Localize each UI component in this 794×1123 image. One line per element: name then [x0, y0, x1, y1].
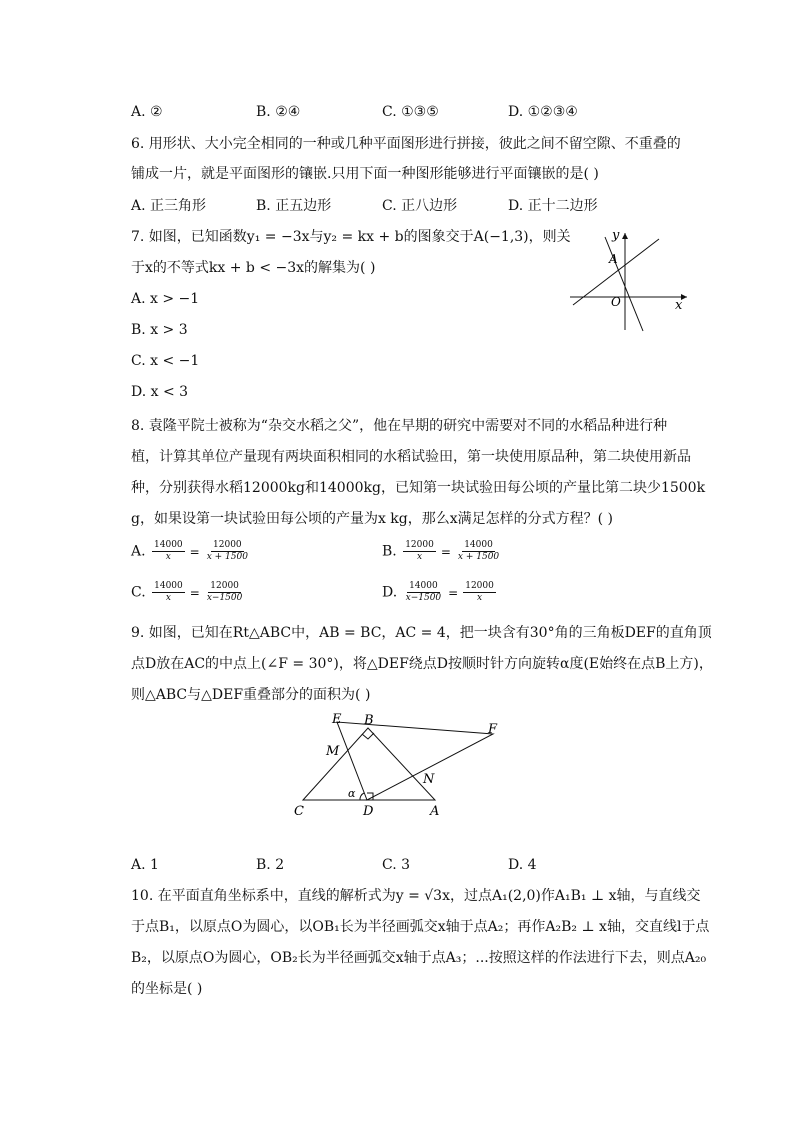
q7-option-c[interactable]: C. x < −1 — [131, 353, 200, 369]
q6-option-b[interactable]: B. 正五边形 — [256, 198, 332, 214]
rhs-fraction — [456, 540, 501, 563]
q8-option-c[interactable] — [131, 581, 246, 604]
denominator: x + 1500 — [457, 552, 500, 562]
point-a-label: A — [609, 252, 618, 266]
q9-text-line3: 则△ABC与△DEF重叠部分的面积为( ) — [131, 687, 371, 703]
origin-label: O — [611, 295, 621, 309]
alpha-arc — [360, 793, 364, 800]
lhs-fraction — [152, 540, 185, 563]
label-b: B — [364, 713, 374, 728]
right-angle-b — [362, 733, 374, 739]
q9-option-d[interactable]: D. 4 — [508, 857, 537, 873]
numerator: 14000 — [464, 540, 493, 550]
q8-text-line2: 植，计算其单位产量现有两块面积相同的水稻试验田，第一块使用原品种，第二块使用新品 — [131, 449, 691, 465]
lhs-fraction — [403, 540, 436, 563]
q9-triangle-figure — [280, 705, 520, 825]
rhs-fraction — [463, 581, 496, 604]
q10-text-line2: 于点B₁，以原点O为圆心，以OB₁长为半径画弧交x轴于点A₂；再作A₂B₂ ⊥ x轴，交直线l于点 — [131, 919, 710, 935]
label-n: N — [423, 772, 435, 787]
denominator: x + 1500 — [206, 552, 248, 562]
q8-option-d[interactable] — [382, 581, 498, 604]
q10-text-line3: B₂，以原点O为圆心，OB₂长为半径画弧交x轴于点A₃；...按照这样的作法进行下去，则点A₂₀ — [131, 950, 707, 966]
q9-option-a[interactable]: A. 1 — [131, 857, 159, 873]
denominator: x — [165, 593, 171, 603]
denominator: x — [416, 552, 423, 562]
numerator: 14000 — [154, 581, 183, 591]
numerator: 12000 — [405, 540, 434, 550]
q7-function-graph — [565, 225, 695, 335]
label-m: M — [326, 744, 340, 759]
numerator: 14000 — [409, 581, 438, 591]
option-label: C. — [131, 584, 146, 601]
q5-option-c[interactable]: C. ①③⑤ — [382, 104, 439, 120]
denominator: x−1500 — [405, 593, 442, 603]
label-f: F — [488, 722, 498, 737]
q7-option-a[interactable]: A. x > −1 — [131, 291, 200, 307]
triangle-def — [337, 722, 493, 800]
denominator: x — [165, 552, 171, 562]
q10-text-line4: 的坐标是( ) — [131, 981, 203, 997]
q6-text-line1: 6. 用形状、大小完全相同的一种或几种平面图形进行拼接，彼此之间不留空隙、不重叠的 — [131, 136, 681, 152]
option-label: A. — [131, 543, 146, 560]
q5-option-d[interactable]: D. ①②③④ — [508, 104, 578, 120]
label-alpha: α — [348, 787, 356, 800]
q8-text-line1: 8. 袁隆平院士被称为“杂交水稻之父”，他在早期的研究中需要对不同的水稻品种进行种 — [131, 418, 668, 434]
q7-text-line2: 于x的不等式kx + b < −3x的解集为( ) — [131, 260, 376, 276]
q6-text-line2: 铺成一片，就是平面图形的镶嵌.只用下面一种图形能够进行平面镶嵌的是( ) — [131, 166, 599, 182]
denominator: x−1500 — [206, 593, 243, 603]
equals-sign: = — [448, 585, 459, 600]
label-d: D — [363, 804, 374, 819]
q9-text-line2: 点D放在AC的中点上(∠F = 30°)，将△DEF绕点D按顺时针方向旋转α度(E始终在点B上方)， — [131, 656, 713, 672]
numerator: 14000 — [154, 540, 183, 550]
q6-option-a[interactable]: A. 正三角形 — [131, 198, 207, 214]
q6-option-c[interactable]: C. 正八边形 — [382, 198, 458, 214]
q8-option-b[interactable] — [382, 540, 503, 563]
q9-option-b[interactable]: B. 2 — [256, 857, 285, 873]
numerator: 12000 — [465, 581, 494, 591]
option-label: B. — [382, 543, 397, 560]
q10-text-line1: 10. 在平面直角坐标系中，直线的解析式为y = √3x，过点A₁(2,0)作A₁B₁ ⊥ x轴，与直线交 — [131, 888, 701, 904]
equals-sign: = — [189, 585, 200, 600]
q7-option-d[interactable]: D. x < 3 — [131, 384, 189, 400]
option-label: D. — [382, 584, 398, 601]
q9-option-c[interactable]: C. 3 — [382, 857, 411, 873]
equals-sign: = — [189, 544, 200, 559]
q9-text-line1: 9. 如图，已知在Rt△ABC中，AB = BC，AC = 4，把一块含有30°角的三角板DEF的直角顶 — [131, 625, 712, 641]
q7-option-b[interactable]: B. x > 3 — [131, 322, 188, 338]
q6-option-d[interactable]: D. 正十二边形 — [508, 198, 598, 214]
lhs-fraction — [404, 581, 444, 604]
y-axis-label: y — [612, 228, 620, 243]
lhs-fraction — [152, 581, 185, 604]
rhs-fraction — [205, 540, 250, 563]
label-a: A — [430, 804, 440, 819]
q8-option-a[interactable] — [131, 540, 252, 563]
denominator: x — [477, 593, 483, 603]
x-axis-label: x — [675, 298, 683, 313]
q8-text-line4: g，如果设第一块试验田每公顷的产量为x kg，那么x满足怎样的分式方程？( ) — [131, 511, 614, 527]
label-c: C — [294, 804, 304, 819]
q7-text-line1: 7. 如图，已知函数y₁ = −3x与y₂ = kx + b的图象交于A(−1,3)，则关 — [131, 229, 571, 245]
rhs-fraction — [205, 581, 245, 604]
q5-option-a[interactable]: A. ② — [131, 104, 163, 120]
q8-text-line3: 种，分别获得水稻12000kg和14000kg，已知第一块试验田每公顷的产量比第二块少1500k — [131, 480, 706, 496]
triangle-abc — [303, 728, 435, 800]
label-e: E — [332, 712, 342, 727]
numerator: 12000 — [210, 581, 239, 591]
numerator: 12000 — [213, 540, 242, 550]
q5-option-b[interactable]: B. ②④ — [256, 104, 301, 120]
y-axis-arrow — [622, 233, 628, 239]
equals-sign: = — [440, 544, 451, 559]
